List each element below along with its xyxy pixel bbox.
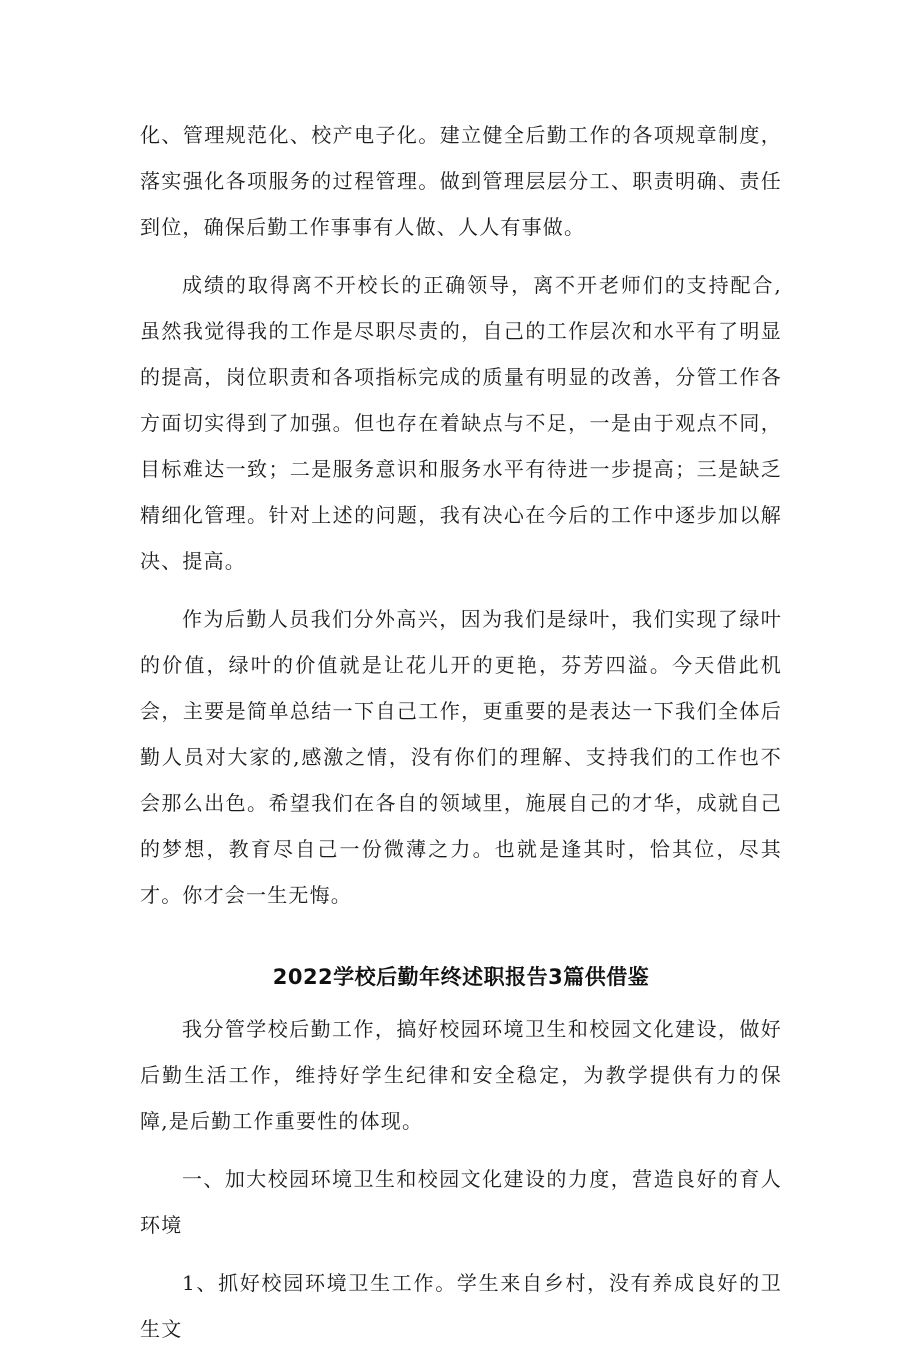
paragraph-intro: 我分管学校后勤工作，搞好校园环境卫生和校园文化建设，做好后勤生活工作，维持好学生纪律和安全稳定，为教学提供有力的保障,是后勤工作重要性的体现。	[140, 1017, 782, 1133]
paragraph-achievements: 成绩的取得离不开校长的正确领导，离不开老师们的支持配合,虽然我觉得我的工作是尽职尽责的，自己的工作层次和水平有了明显的提高，岗位职责和各项指标完成的质量有明显的改善，分管工作各方面切实得到了加强。但也存在着缺点与不足，一是由于观点不同，目标难达一致；二是服务意识和服务水平有待进一步提高；三是缺乏精细化管理。针对上述的问题，我有决心在今后的工作中逐步加以解决、提高。	[140, 273, 782, 573]
paragraph-continuation: 化、管理规范化、校产电子化。建立健全后勤工作的各项规章制度，落实强化各项服务的过程管理。做到管理层层分工、职责明确、责任到位，确保后勤工作事事有人做、人人有事做。	[140, 123, 782, 239]
document-title: 2022学校后勤年终述职报告3篇供借鉴	[272, 965, 650, 989]
section-heading-one: 一、加大校园环境卫生和校园文化建设的力度，营造良好的育人环境	[140, 1167, 782, 1237]
paragraph-item-one: 1、抓好校园环境卫生工作。学生来自乡村，没有养成良好的卫生文	[140, 1271, 782, 1341]
document-body	[140, 112, 782, 1352]
paragraph-green-leaf: 作为后勤人员我们分外高兴，因为我们是绿叶，我们实现了绿叶的价值，绿叶的价值就是让花儿开的更艳，芬芳四溢。今天借此机会，主要是简单总结一下自己工作，更重要的是表达一下我们全体后勤人员对大家的,感激之情，没有你们的理解、支持我们的工作也不会那么出色。希望我们在各自的领域里，施展自己的才华，成就自己的梦想，教育尽自己一份微薄之力。也就是逢其时，恰其位，尽其才。你才会一生无悔。	[140, 607, 782, 907]
